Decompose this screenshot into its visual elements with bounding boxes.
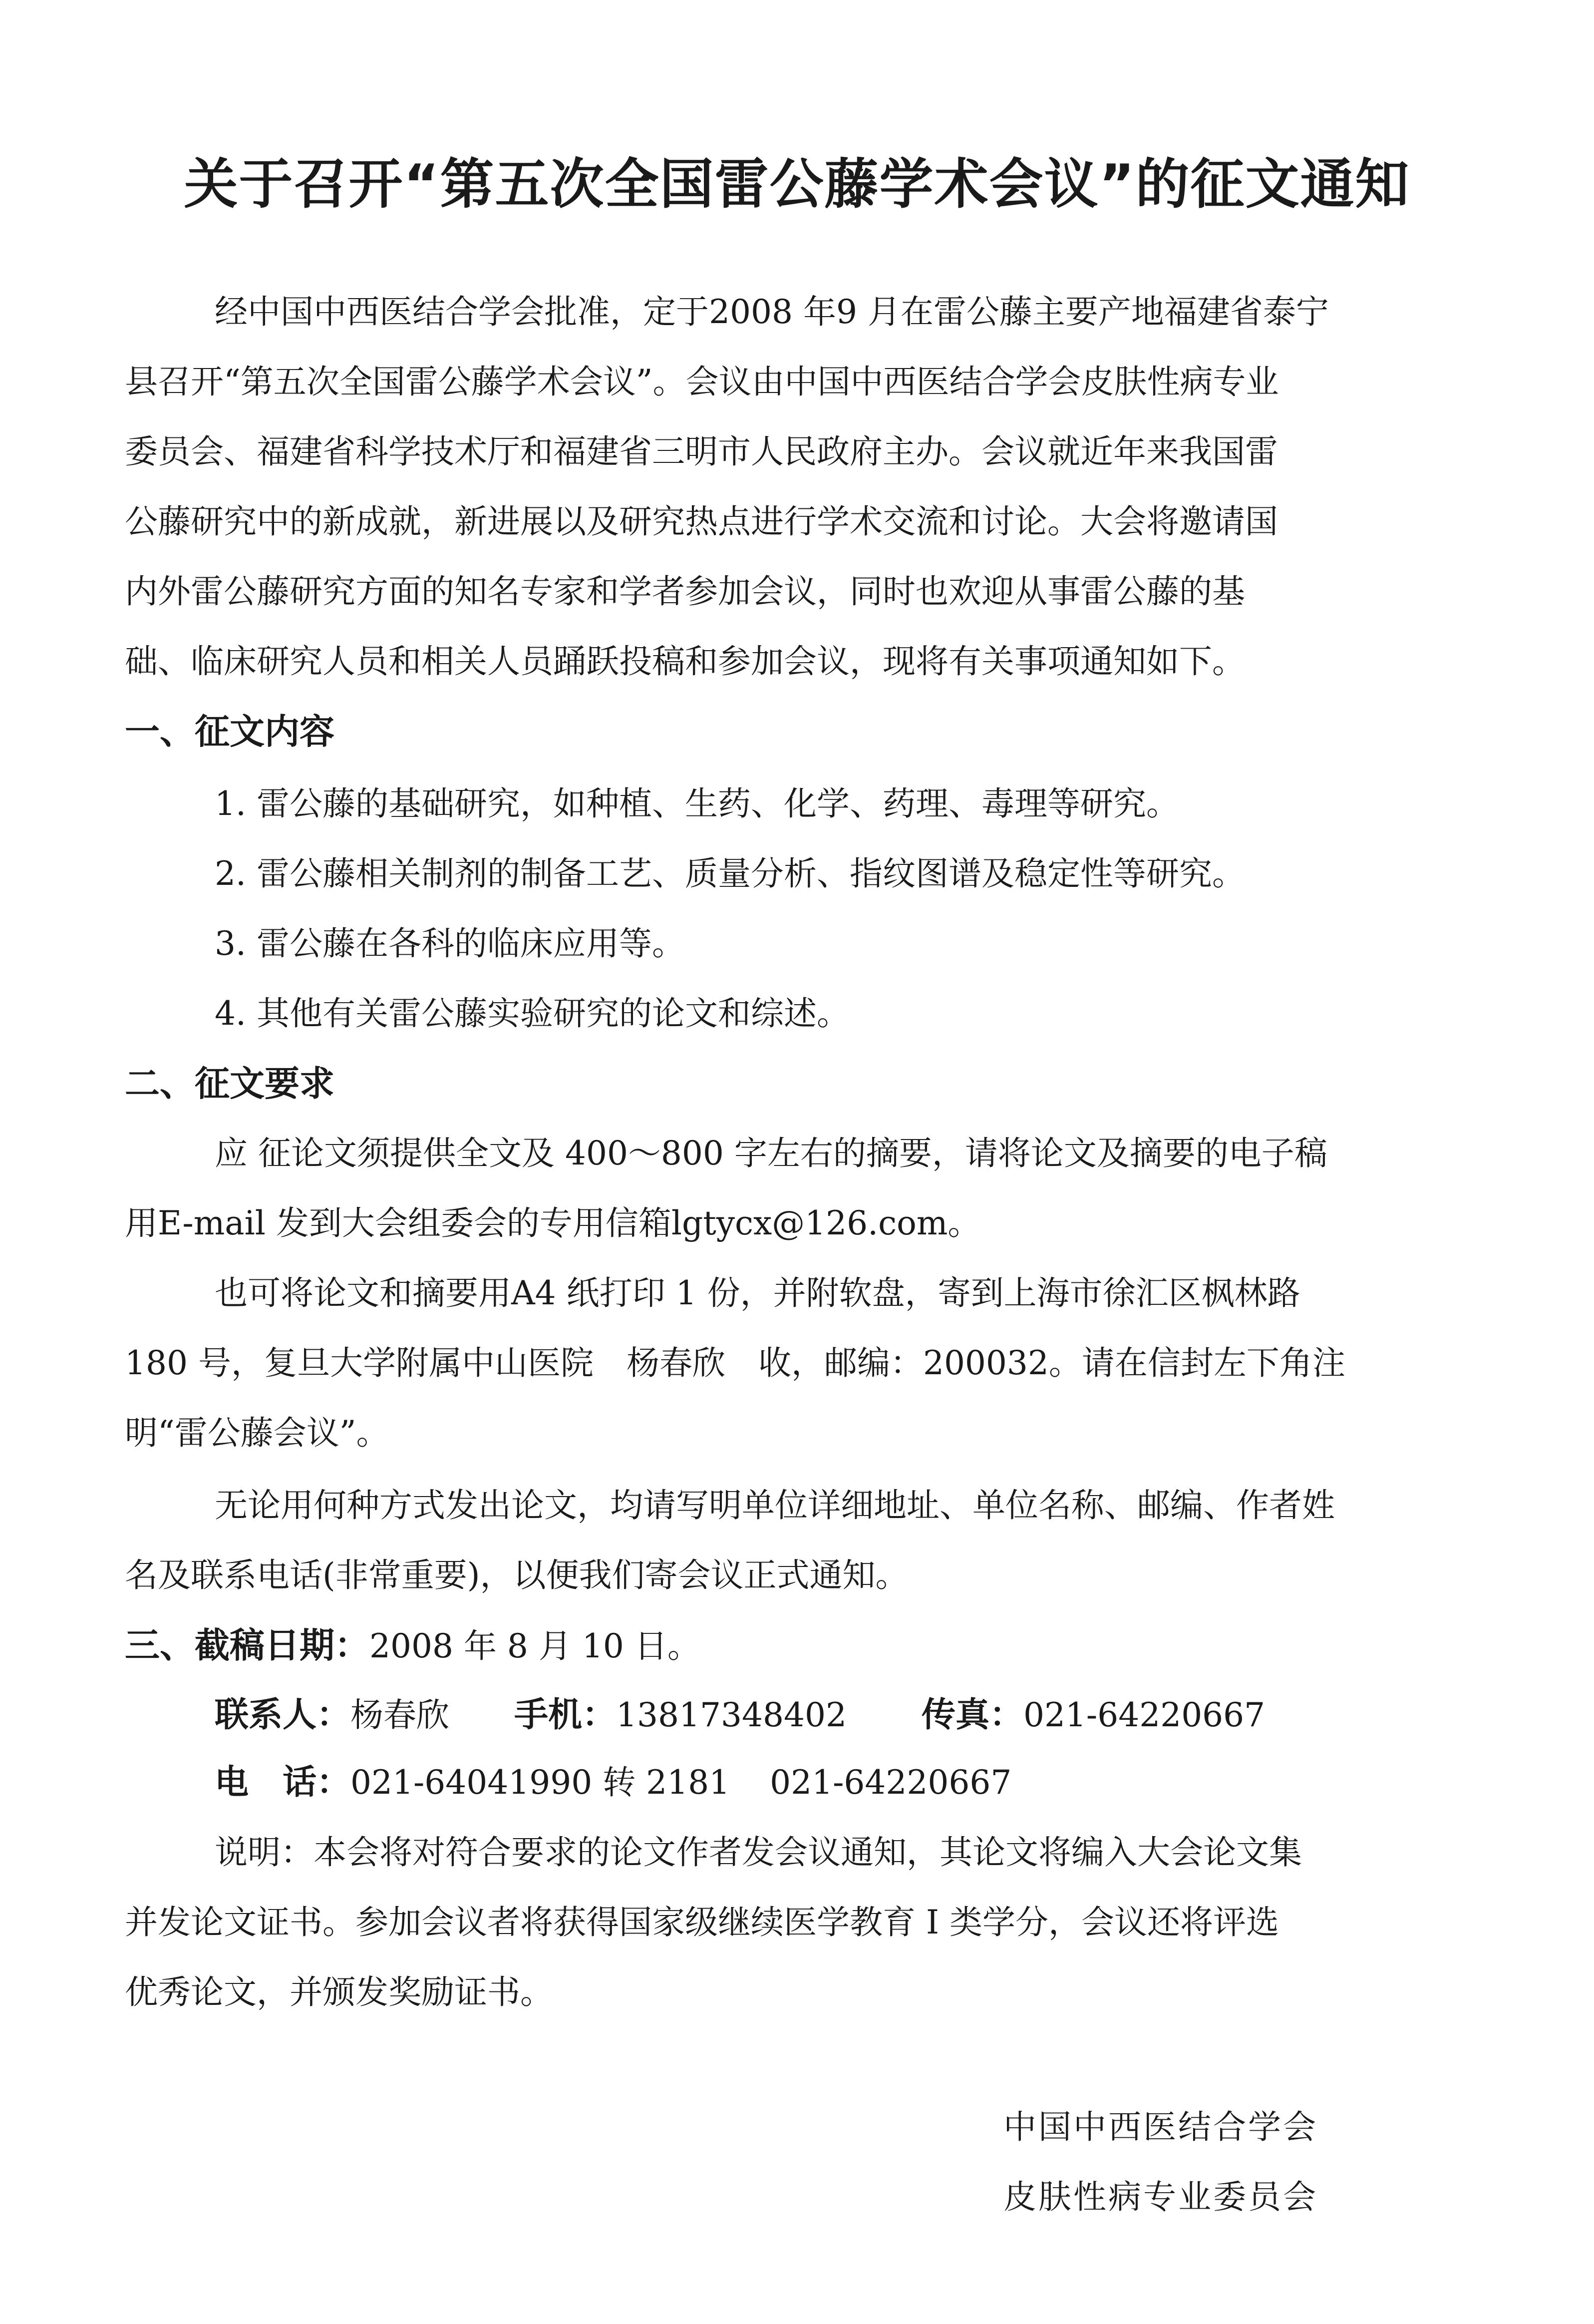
contact-line-1 xyxy=(215,1680,1265,1750)
section-heading-deadline: 三、截稿日期： xyxy=(125,1625,369,1666)
phone-value-2: 021-64220667 xyxy=(770,1763,1012,1802)
note-line-1: 说明：本会将对符合要求的论文作者发会议通知，其论文将编入大会论文集 xyxy=(215,1833,1302,1872)
deadline-date: 2008 年 8 月 10 日。 xyxy=(369,1627,700,1665)
page-title: 关于召开“第五次全国雷公藤学术会议”的征文通知 xyxy=(184,153,1410,216)
content-item-3: 3. 雷公藤在各科的临床应用等。 xyxy=(215,924,685,963)
content-item-2: 2. 雷公藤相关制剂的制备工艺、质量分析、指纹图谱及稳定性等研究。 xyxy=(215,854,1245,893)
mobile-label: 手机： xyxy=(514,1695,617,1735)
requirements-line-3: 也可将论文和摘要用A4 纸打印 1 份，并附软盘，寄到上海市徐汇区枫林路 xyxy=(215,1274,1300,1312)
requirements-line-5: 明“雷公藤会议”。 xyxy=(125,1414,389,1452)
note-line-3: 优秀论文，并颁发奖励证书。 xyxy=(125,1973,553,2011)
fax-label: 传真： xyxy=(921,1695,1023,1735)
content-item-4: 4. 其他有关雷公藤实验研究的论文和综述。 xyxy=(215,994,850,1033)
contact-person-label: 联系人： xyxy=(215,1695,351,1735)
fax-value: 021-64220667 xyxy=(1023,1696,1266,1734)
signature-line-2: 皮肤性病专业委员会 xyxy=(1003,2178,1318,2216)
intro-line-1: 经中国中西医结合学会批准，定于2008 年9 月在雷公藤主要产地福建省泰宁 xyxy=(215,293,1329,331)
intro-line-4: 公藤研究中的新成就，新进展以及研究热点进行学术交流和讨论。大会将邀请国 xyxy=(125,502,1278,541)
mobile-value: 13817348402 xyxy=(616,1696,847,1734)
intro-line-6: 础、临床研究人员和相关人员踊跃投稿和参加会议，现将有关事项通知如下。 xyxy=(125,642,1245,681)
deadline-line xyxy=(125,1610,700,1681)
phone-value-1: 021-64041990 转 2181 xyxy=(350,1763,730,1802)
contact-line-2 xyxy=(215,1748,1011,1818)
intro-line-5: 内外雷公藤研究方面的知名专家和学者参加会议，同时也欢迎从事雷公藤的基 xyxy=(125,572,1245,611)
requirements-line-7: 名及联系电话(非常重要)，以便我们寄会议正式通知。 xyxy=(125,1556,909,1594)
intro-line-3: 委员会、福建省科学技术厅和福建省三明市人民政府主办。会议就近年来我国雷 xyxy=(125,432,1278,471)
contact-person-value: 杨春欣 xyxy=(350,1696,450,1734)
section-heading-requirements: 二、征文要求 xyxy=(125,1063,334,1104)
section-heading-content: 一、征文内容 xyxy=(125,711,334,752)
intro-line-2: 县召开“第五次全国雷公藤学术会议”。会议由中国中西医结合学会皮肤性病专业 xyxy=(125,363,1279,401)
content-item-1: 1. 雷公藤的基础研究，如种植、生药、化学、药理、毒理等研究。 xyxy=(215,784,1179,823)
requirements-line-2: 用E-mail 发到大会组委会的专用信箱lgtycx@126.com。 xyxy=(125,1204,981,1242)
requirements-line-6: 无论用何种方式发出论文，均请写明单位详细地址、单位名称、邮编、作者姓 xyxy=(215,1486,1335,1525)
requirements-line-4: 180 号，复旦大学附属中山医院 杨春欣 收，邮编：200032。请在信封左下角注 xyxy=(125,1344,1345,1382)
requirements-line-1: 应 征论文须提供全文及 400～800 字左右的摘要，请将论文及摘要的电子稿 xyxy=(215,1134,1327,1172)
signature-line-1: 中国中西医结合学会 xyxy=(1003,2108,1318,2146)
phone-label: 电 话： xyxy=(215,1763,351,1802)
note-line-2: 并发论文证书。参加会议者将获得国家级继续医学教育 I 类学分，会议还将评选 xyxy=(125,1903,1279,1941)
